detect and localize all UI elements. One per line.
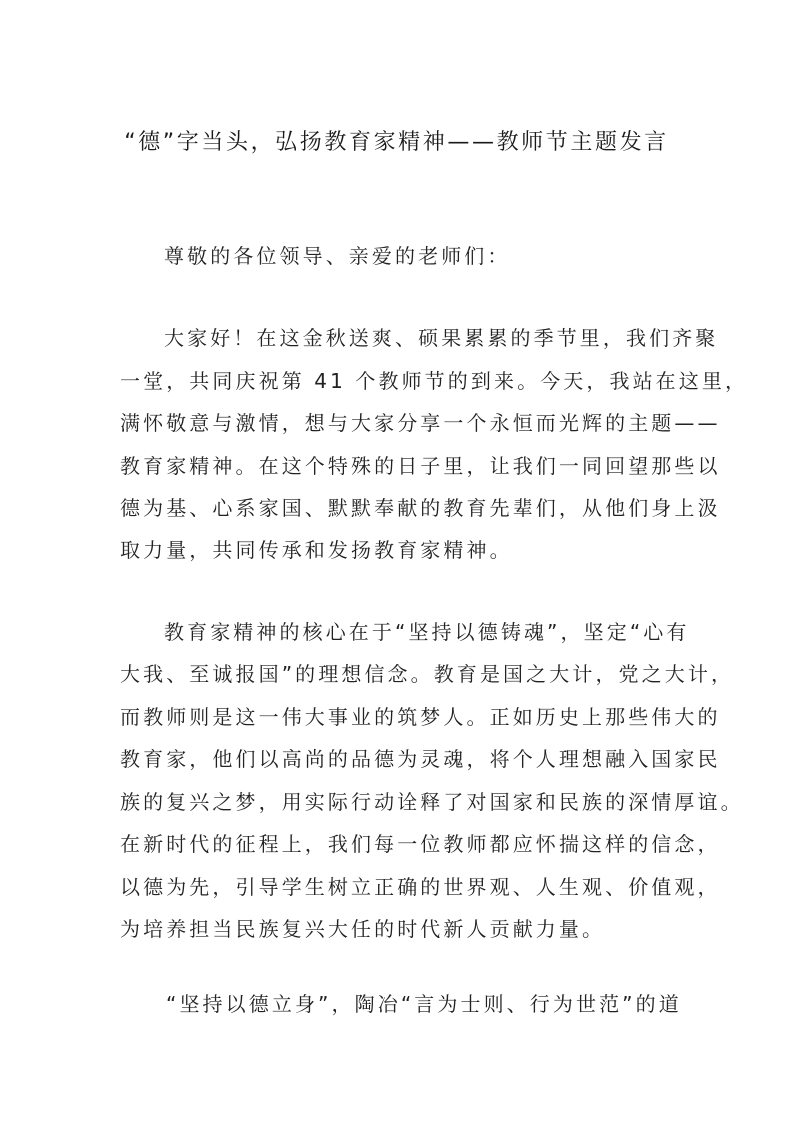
paragraph-line: 为培养担当民族复兴大任的时代新人贡献力量。 (120, 917, 606, 941)
paragraph-line: 大我、至诚报国”的理想信念。教育是国之大计，党之大计， (120, 662, 735, 686)
paragraph-line: 教育家精神的核心在于“坚持以德铸魂”，坚定“心有 (164, 620, 690, 644)
paragraph-line: 德为基、心系家国、默默奉献的教育先辈们，从他们身上汲 (120, 496, 721, 520)
paragraph-line: 而教师则是这一伟大事业的筑梦人。正如历史上那些伟大的 (120, 705, 721, 729)
paragraph-line: 教育家精神。在这个特殊的日子里，让我们一同回望那些以 (120, 454, 721, 478)
paragraph-line: “坚持以德立身”，陶冶“言为士则、行为世范”的道 (166, 992, 682, 1016)
document-title: “德”字当头，弘扬教育家精神——教师节主题发言 (124, 130, 669, 155)
paragraph-line: 取力量，共同传承和发扬教育家精神。 (120, 538, 513, 562)
paragraph-line: 以德为先，引导学生树立正确的世界观、人生观、价值观， (120, 875, 721, 899)
paragraph-line: 在新时代的征程上，我们每一位教师都应怀揣这样的信念， (120, 832, 721, 856)
paragraph-line: 族的复兴之梦，用实际行动诠释了对国家和民族的深情厚谊。 (120, 790, 744, 814)
salutation: 尊敬的各位领导、亲爱的老师们： (164, 244, 511, 268)
paragraph-line: 一堂，共同庆祝第 41 个教师节的到来。今天，我站在这里， (120, 369, 749, 393)
paragraph-line: 满怀敬意与激情，想与大家分享一个永恒而光辉的主题—— (120, 411, 721, 435)
paragraph-line: 教育家，他们以高尚的品德为灵魂，将个人理想融入国家民 (120, 747, 721, 771)
paragraph-line: 大家好！在这金秋送爽、硕果累累的季节里，我们齐聚 (164, 326, 719, 350)
